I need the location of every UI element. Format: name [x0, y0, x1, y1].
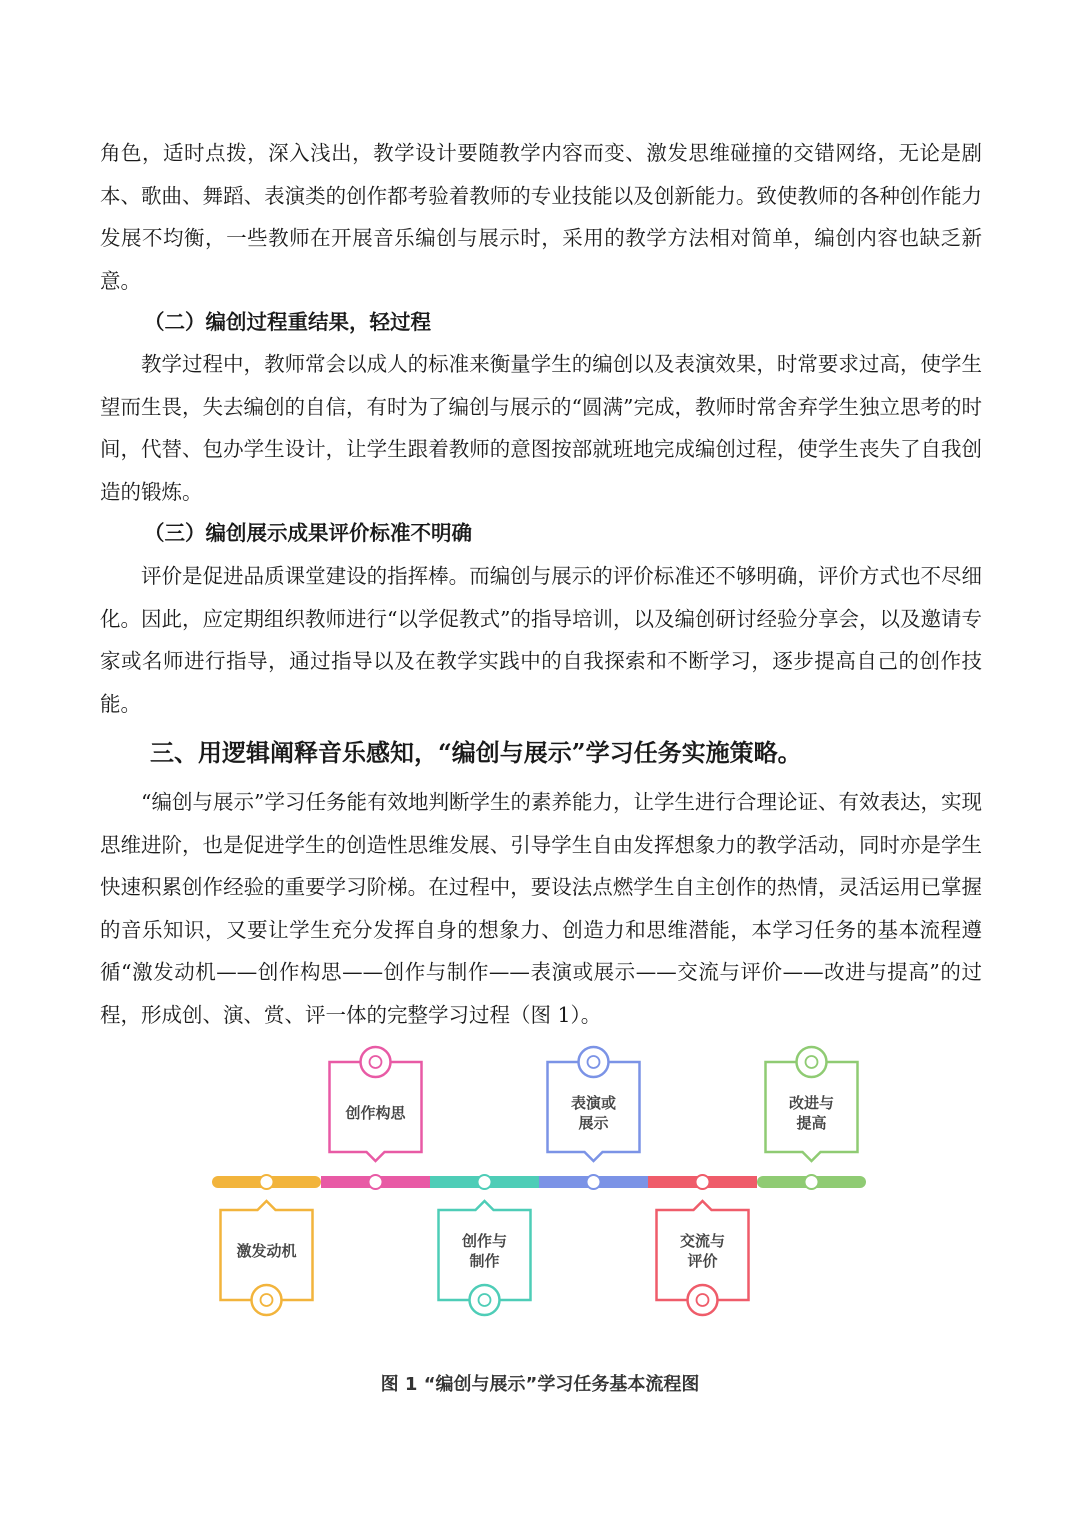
timeline-node: [587, 1175, 601, 1189]
timeline-node: [478, 1175, 492, 1189]
tools-icon: [470, 1285, 500, 1315]
flow-step: [330, 1047, 422, 1161]
timeline-node: [805, 1175, 819, 1189]
timeline-node: [369, 1175, 383, 1189]
step-label: 激发动机: [236, 1242, 297, 1260]
step-label: 创作构思: [345, 1104, 406, 1122]
flow-step: [766, 1047, 858, 1161]
flow-step: [221, 1201, 313, 1315]
calendar-icon: [579, 1047, 609, 1077]
flow-step: [548, 1047, 640, 1161]
paragraph-2: 教学过程中，教师常会以成人的标准来衡量学生的编创以及表演效果，时常要求过高，使学生望而生畏，失去编创的自信，有时为了编创与展示的“圆满”完成，教师时常舍弃学生独立思考的时间，代替、包办学生设计，让学生跟着教师的意图按部就班地完成编创过程，使学生丧失了自我创造的锻炼。: [100, 352, 982, 504]
stack-icon: [361, 1047, 391, 1077]
step-label: 交流与: [679, 1232, 726, 1250]
section-heading: 三、用逻辑阐释音乐感知，“编创与展示”学习任务实施策略。: [150, 738, 802, 767]
briefcase-icon: [252, 1285, 282, 1315]
subheading-3: （三）编创展示成果评价标准不明确: [144, 521, 472, 545]
step-label-line2: 制作: [469, 1252, 500, 1270]
flow-step: [657, 1201, 749, 1315]
timeline-node: [696, 1175, 710, 1189]
flow-diagram: [200, 1040, 880, 1330]
paragraph-4: “编创与展示”学习任务能有效地判断学生的素养能力，让学生进行合理论证、有效表达，实现思维进阶，也是促进学生的创造性思维发展、引导学生自由发挥想象力的教学活动，同时亦是学生快速积累创作经验的重要学习阶梯。在过程中，要设法点燃学生自主创作的热情，灵活运用已掌握的音乐知识，又要让学生充分发挥自身的想象力、创造力和思维潜能，本学习任务的基本流程遵循“激发动机——创作构思——创作与制作——表演或展示——交流与评价——改进与提高”的过程，形成创、演、赏、评一体的完整学习过程（图 1）。: [100, 790, 982, 1027]
paragraph-3: 评价是促进品质课堂建设的指挥棒。而编创与展示的评价标准还不够明确，评价方式也不尽细化。因此，应定期组织教师进行“以学促教式”的指导培训，以及编创研讨经验分享会，以及邀请专家或名师进行指导，通过指导以及在教学实践中的自我探索和不断学习，逐步提高自己的创作技能。: [100, 564, 982, 716]
subheading-2: （二）编创过程重结果，轻过程: [144, 310, 431, 334]
paragraph-1: 角色，适时点拨，深入浅出，教学设计要随教学内容而变、激发思维碰撞的交错网络，无论是剧本、歌曲、舞蹈、表演类的创作都考验着教师的专业技能以及创新能力。致使教师的各种创作能力发展不均衡，一些教师在开展音乐编创与展示时，采用的教学方法相对简单，编创内容也缺乏新意。: [100, 141, 982, 293]
step-label: 创作与: [461, 1232, 508, 1250]
step-label: 表演或: [570, 1094, 617, 1112]
step-label-line2: 提高: [796, 1114, 827, 1132]
step-label-line2: 展示: [578, 1114, 609, 1132]
flow-step: [439, 1201, 531, 1315]
timeline-node: [260, 1175, 274, 1189]
printer-icon: [688, 1285, 718, 1315]
chat-icon: [797, 1047, 827, 1077]
step-label-line2: 评价: [687, 1252, 718, 1270]
step-label: 改进与: [788, 1094, 835, 1112]
figure-caption: 图 1 “编创与展示”学习任务基本流程图: [380, 1374, 700, 1395]
